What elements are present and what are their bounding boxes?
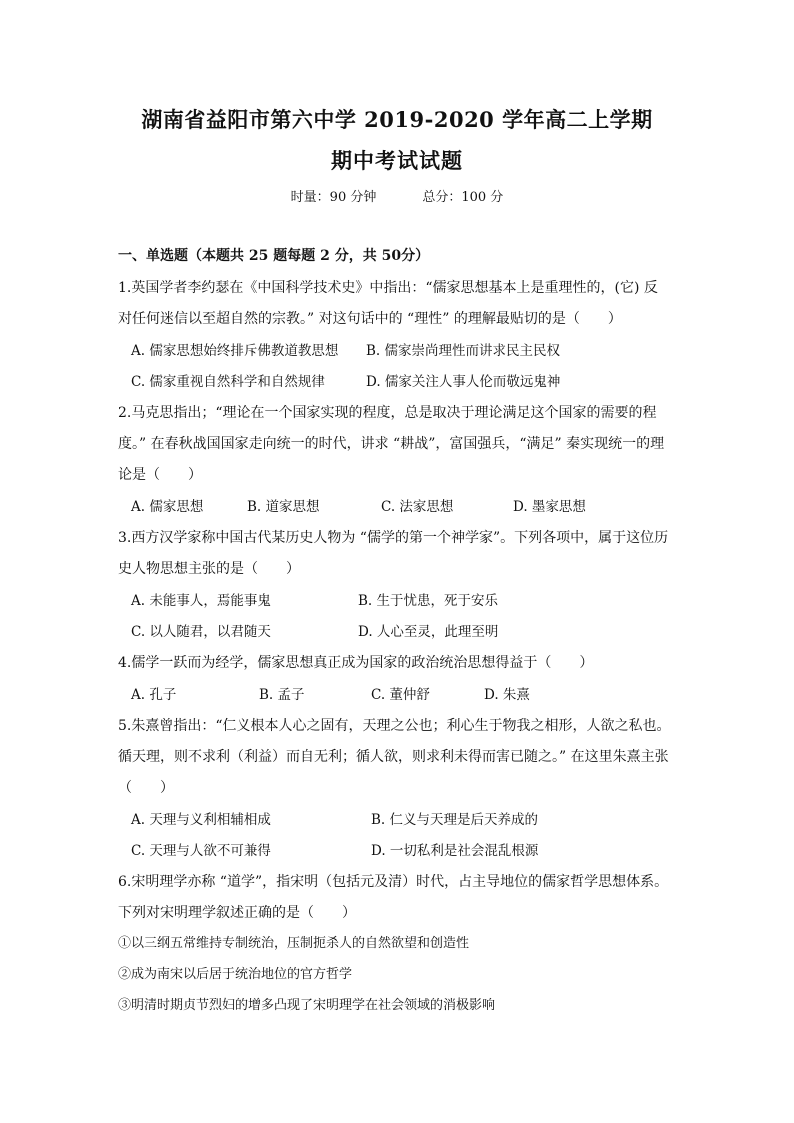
question-5-text-line3: （ ）	[118, 780, 174, 796]
question-5-text-line2: 循天理，则不求利（利益）而自无利；循人欲，则求利未得而害已随之。” 在这里朱熹主张	[118, 749, 669, 765]
question-4-text-line1: 4.儒学一跃而为经学，儒家思想真正成为国家的政治统治思想得益于（ ）	[118, 655, 594, 671]
question-6-text-line1: 6.宋明理学亦称 “道学”，指宋明（包括元及清）时代，占主导地位的儒家哲学思想体系。	[118, 874, 669, 890]
question-5-option-a: A. 天理与义利相辅相成	[131, 812, 271, 828]
question-5-text-line1: 5.朱熹曾指出：“仁义根本人心之固有，天理之公也；利心生于物我之相形，人欲之私也。	[118, 718, 671, 734]
question-3-option-b: B. 生于忧患，死于安乐	[358, 593, 499, 609]
question-4-option-b: B. 孟子	[259, 687, 305, 703]
question-4-option-c: C. 董仲舒	[371, 687, 430, 703]
question-1-option-b: B. 儒家崇尚理性而讲求民主民权	[366, 343, 561, 359]
exam-title-line2: 期中考试试题	[331, 148, 463, 173]
question-5-option-c: C. 天理与人欲不可兼得	[131, 843, 271, 859]
question-3-option-d: D. 人心至灵，此理至明	[358, 624, 499, 640]
question-3-option-a: A. 未能事人，焉能事鬼	[131, 593, 271, 609]
question-1-option-a: A. 儒家思想始终排斥佛教道教思想	[131, 343, 339, 359]
question-6-statement-1: ①以三纲五常维持专制统治，压制扼杀人的自然欲望和创造性	[118, 936, 470, 951]
question-2-text-line3: 论是（ ）	[118, 467, 202, 483]
question-4-option-a: A. 孔子	[131, 687, 177, 703]
question-5-option-d: D. 一切私利是社会混乱根源	[371, 843, 539, 859]
question-3-option-c: C. 以人随君，以君随天	[131, 624, 271, 640]
question-2-option-a: A. 儒家思想	[131, 499, 204, 515]
question-3-text-line2: 史人物思想主张的是（ ）	[118, 561, 300, 577]
question-4-option-d: D. 朱熹	[484, 687, 530, 703]
question-6-statement-3: ③明清时期贞节烈妇的增多凸现了宋明理学在社会领域的消极影响	[118, 998, 496, 1013]
exam-title-line1: 湖南省益阳市第六中学 2019-2020 学年高二上学期	[141, 107, 653, 132]
question-3-text-line1: 3.西方汉学家称中国古代某历史人物为 “儒学的第一个神学家”。下列各项中，属于这位历	[118, 530, 669, 546]
question-6-text-line2: 下列对宋明理学叙述正确的是（ ）	[118, 905, 356, 921]
question-1-text-line2: 对任何迷信以至超自然的宗教。” 对这句话中的 “理性” 的理解最贴切的是（ ）	[118, 311, 622, 327]
question-2-option-d: D. 墨家思想	[513, 499, 586, 515]
question-2-text-line1: 2.马克思指出；“理论在一个国家实现的程度，总是取决于理论满足这个国家的需要的程	[118, 405, 657, 421]
question-2-text-line2: 度。” 在春秋战国国家走向统一的时代，讲求 “耕战”，富国强兵，“满足” 秦实现统一的理	[118, 436, 665, 452]
exam-total-score: 总分：100 分	[422, 190, 504, 205]
question-1-option-d: D. 儒家关注人事人伦而敬远鬼神	[366, 374, 561, 390]
question-2-option-b: B. 道家思想	[247, 499, 320, 515]
question-2-option-c: C. 法家思想	[381, 499, 454, 515]
exam-duration: 时量：90 分钟	[290, 190, 377, 205]
question-1-text-line1: 1.英国学者李约瑟在《中国科学技术史》中指出：“儒家思想基本上是重理性的，(它) 反	[118, 280, 658, 296]
question-5-option-b: B. 仁义与天理是后天养成的	[371, 812, 539, 828]
question-6-statement-2: ②成为南宋以后居于统治地位的官方哲学	[118, 967, 353, 982]
section-heading: 一、单选题（本题共 25 题每题 2 分，共 50分）	[118, 248, 430, 264]
question-1-option-c: C. 儒家重视自然科学和自然规律	[131, 374, 325, 390]
exam-meta	[0, 186, 794, 205]
